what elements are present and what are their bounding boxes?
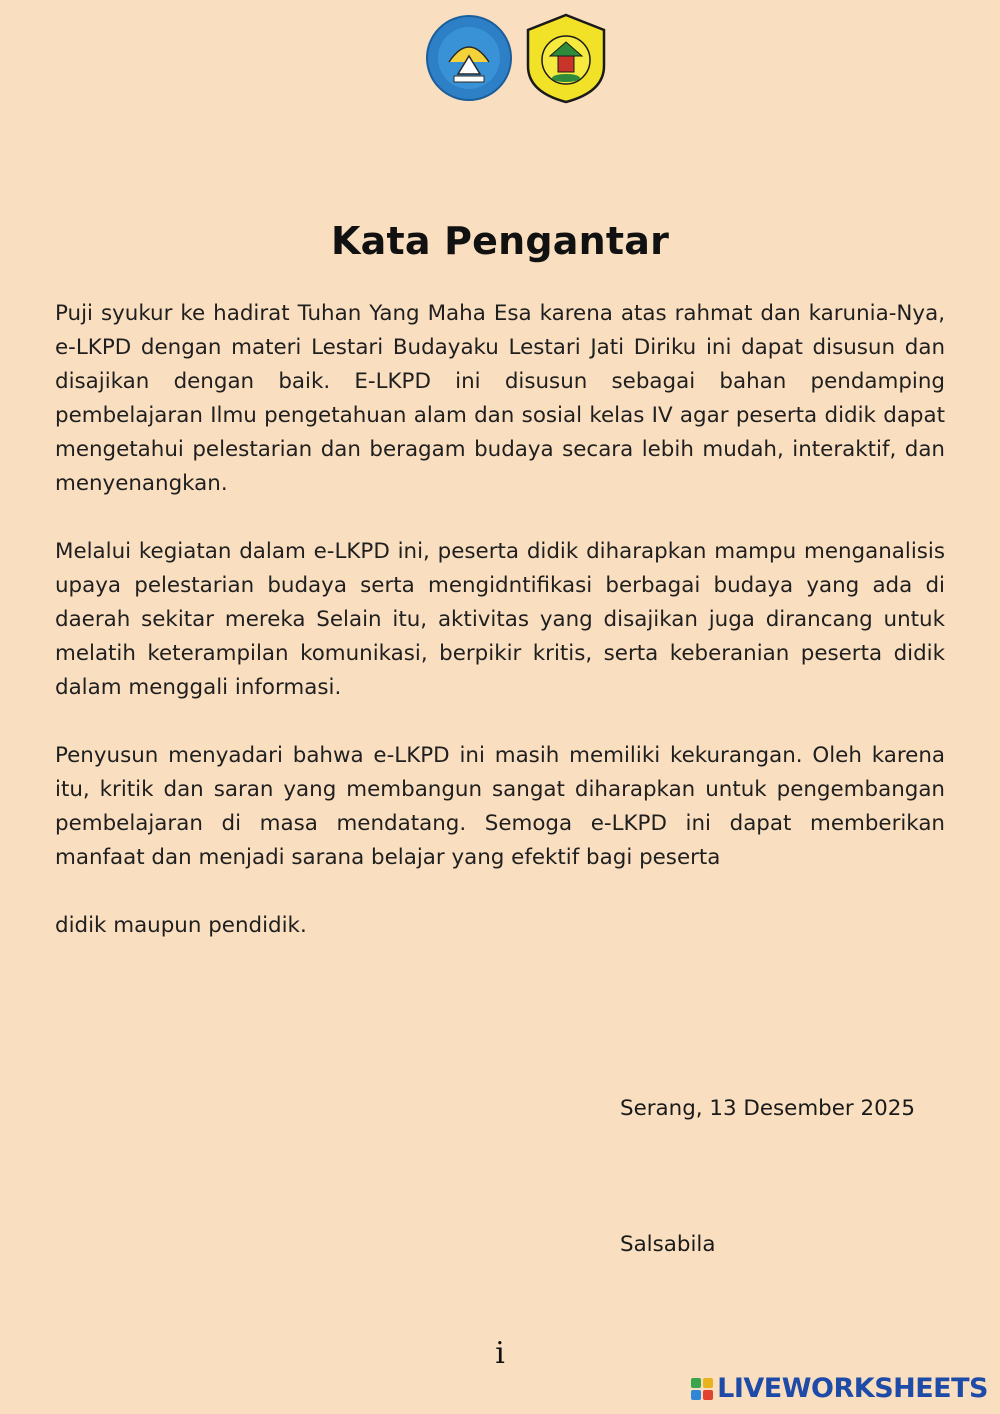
place-date: Serang, 13 Desember 2025 xyxy=(620,1096,915,1121)
tut-wuri-handayani-logo xyxy=(424,12,514,104)
closing-paragraph: Penyusun menyadari bahwa e-LKPD ini masih memiliki kekurangan. Oleh karena itu, kritik dan saran yang membangun sangat diharapkan untuk pengembangan pembelajaran di masa mendatang. Semoga e-LKPD ini dapat memberikan manfaat dan menjadi sarana belajar yang efektif bagi peserta xyxy=(55,743,945,870)
intro-paragraph: Puji syukur ke hadirat Tuhan Yang Maha Esa karena atas rahmat dan karunia-Nya, e-LKPD dengan materi Lestari Budayaku Lestari Jati Diriku ini dapat disusun dan disajikan dengan baik. E-LKPD ini disusun sebagai bahan pendamping pembelajaran Ilmu pengetahuan alam dan sosial kelas IV agar peserta didik dapat mengetahui pelestarian dan beragam budaya secara lebih mudah, interaktif, dan menyenangkan. xyxy=(55,301,945,496)
liveworksheets-icon xyxy=(691,1378,713,1400)
objectives-paragraph: Melalui kegiatan dalam e-LKPD ini, peserta didik diharapkan mampu menganalisis upaya pelestarian budaya serta mengidntifikasi berbagai budaya yang ada di daerah sekitar mereka Selain itu, aktivitas yang disajikan juga dirancang untuk melatih keterampilan komunikasi, berpikir kritis, serta keberanian peserta didik dalam menggali informasi. xyxy=(55,539,945,700)
liveworksheets-brand[interactable] xyxy=(691,1373,988,1404)
page-number: i xyxy=(495,1336,505,1371)
page-title: Kata Pengantar xyxy=(330,219,670,264)
author-name: Salsabila xyxy=(620,1232,716,1257)
universitas-sultan-ageng-tirtayasa-logo xyxy=(520,12,612,104)
header-logos xyxy=(424,12,612,104)
closing-paragraph-tail: didik maupun pendidik. xyxy=(55,913,307,938)
brand-name: LIVEWORKSHEETS xyxy=(717,1373,988,1404)
